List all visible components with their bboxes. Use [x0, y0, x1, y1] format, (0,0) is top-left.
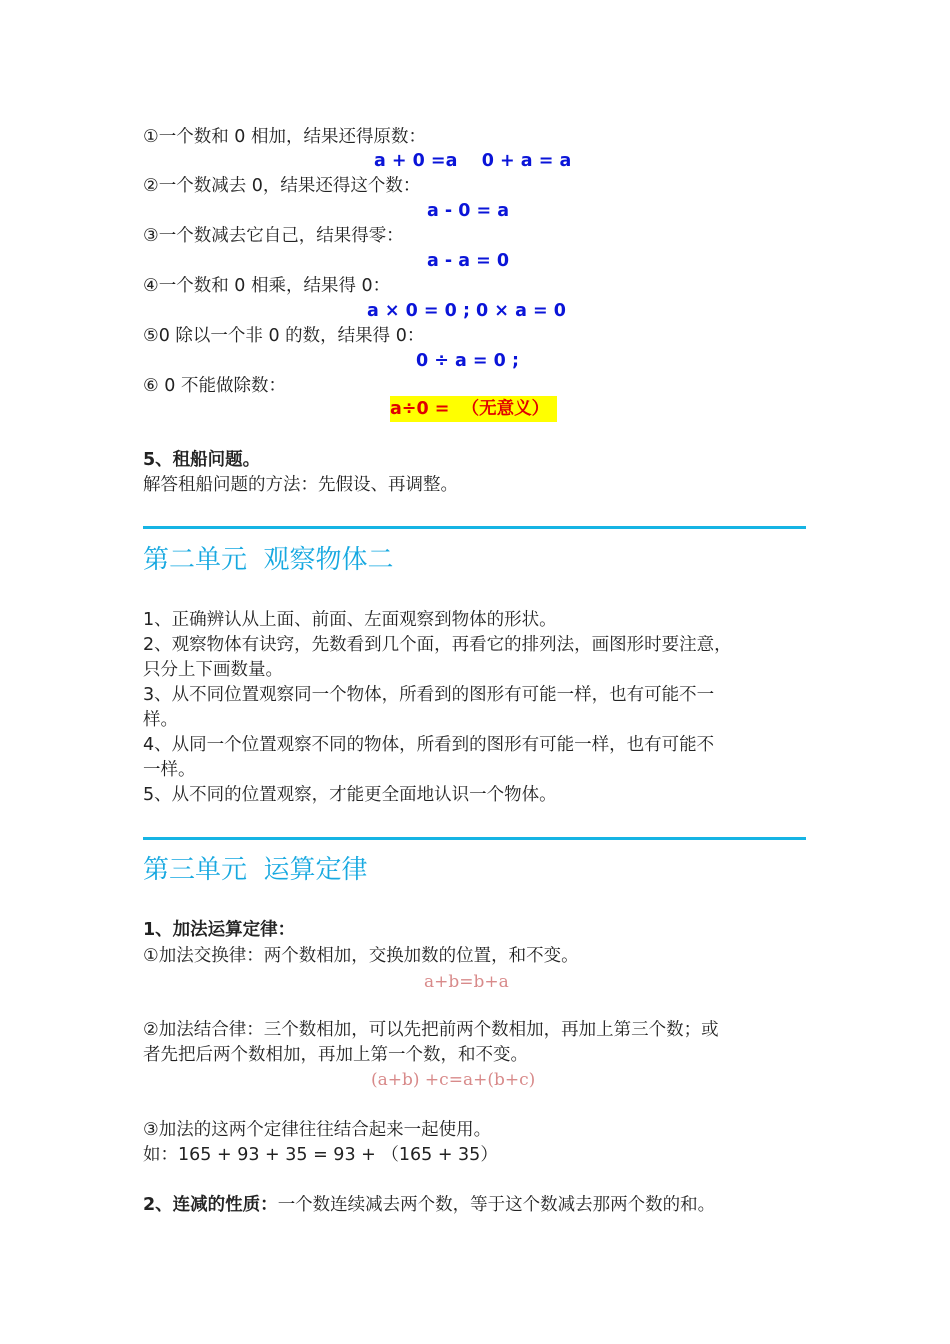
- unit2-line: 3、从不同位置观察同一个物体，所看到的图形有可能一样，也有可能不一: [143, 685, 715, 705]
- unit2-line: 2、观察物体有诀窍，先数看到几个面，再看它的排列法，画图形时要注意，: [143, 635, 732, 655]
- unit2-line: 4、从同一个位置观察不同的物体，所看到的图形有可能一样，也有可能不: [143, 735, 715, 755]
- example: 如：165 + 93 + 35 = 93 + （165 + 35）: [143, 1145, 498, 1165]
- formula-3: a - a = 0: [427, 251, 510, 271]
- rule-1: ①一个数和 0 相加，结果还得原数：: [143, 127, 426, 147]
- formula-4: a × 0 = 0 ; 0 × a = 0: [367, 301, 566, 321]
- combined-use: ③加法的这两个定律往往结合起来一起使用。: [143, 1120, 492, 1140]
- formula-6-highlight: a÷0 = （无意义）: [390, 396, 557, 422]
- unit2-line: 样。: [143, 710, 178, 730]
- commutative-formula: a+b=b+a: [424, 972, 509, 992]
- addition-laws-heading: 1、加法运算定律：: [143, 920, 296, 940]
- rule-5: ⑤0 除以一个非 0 的数，结果得 0：: [143, 326, 425, 346]
- associative-law-cont: 者先把后两个数相加，再加上第一个数，和不变。: [143, 1045, 528, 1065]
- subtraction-text: 一个数连续减去两个数，等于这个数减去那两个数的和。: [277, 1195, 716, 1215]
- formula-1: a + 0 =a 0 + a = a: [374, 151, 572, 171]
- rule-6: ⑥ 0 不能做除数：: [143, 376, 286, 396]
- subtraction-heading: 2、连减的性质：: [143, 1195, 278, 1215]
- associative-formula: (a+b) +c=a+(b+c): [371, 1070, 536, 1090]
- unit2-title: 第二单元 观察物体二: [143, 545, 394, 575]
- associative-law: ②加法结合律：三个数相加，可以先把前两个数相加，再加上第三个数；或: [143, 1020, 719, 1040]
- rule-3: ③一个数减去它自己，结果得零：: [143, 226, 404, 246]
- section-divider: [143, 837, 806, 840]
- rule-2: ②一个数减去 0，结果还得这个数：: [143, 176, 421, 196]
- unit2-line: 1、正确辨认从上面、前面、左面观察到物体的形状。: [143, 610, 557, 630]
- formula-5: 0 ÷ a = 0 ;: [416, 351, 519, 371]
- formula-2: a - 0 = a: [427, 201, 510, 221]
- rule-4: ④一个数和 0 相乘，结果得 0：: [143, 276, 391, 296]
- section-divider: [143, 526, 806, 529]
- unit3-title: 第三单元 运算定律: [143, 855, 368, 885]
- boat-heading: 5、租船问题。: [143, 450, 261, 470]
- commutative-law: ①加法交换律：两个数相加，交换加数的位置，和不变。: [143, 946, 579, 966]
- boat-text: 解答租船问题的方法：先假设、再调整。: [143, 475, 458, 495]
- subtraction-property: [143, 1193, 715, 1217]
- unit2-line: 5、从不同的位置观察，才能更全面地认识一个物体。: [143, 785, 557, 805]
- unit2-line: 一样。: [143, 760, 196, 780]
- unit2-line: 只分上下画数量。: [143, 660, 283, 680]
